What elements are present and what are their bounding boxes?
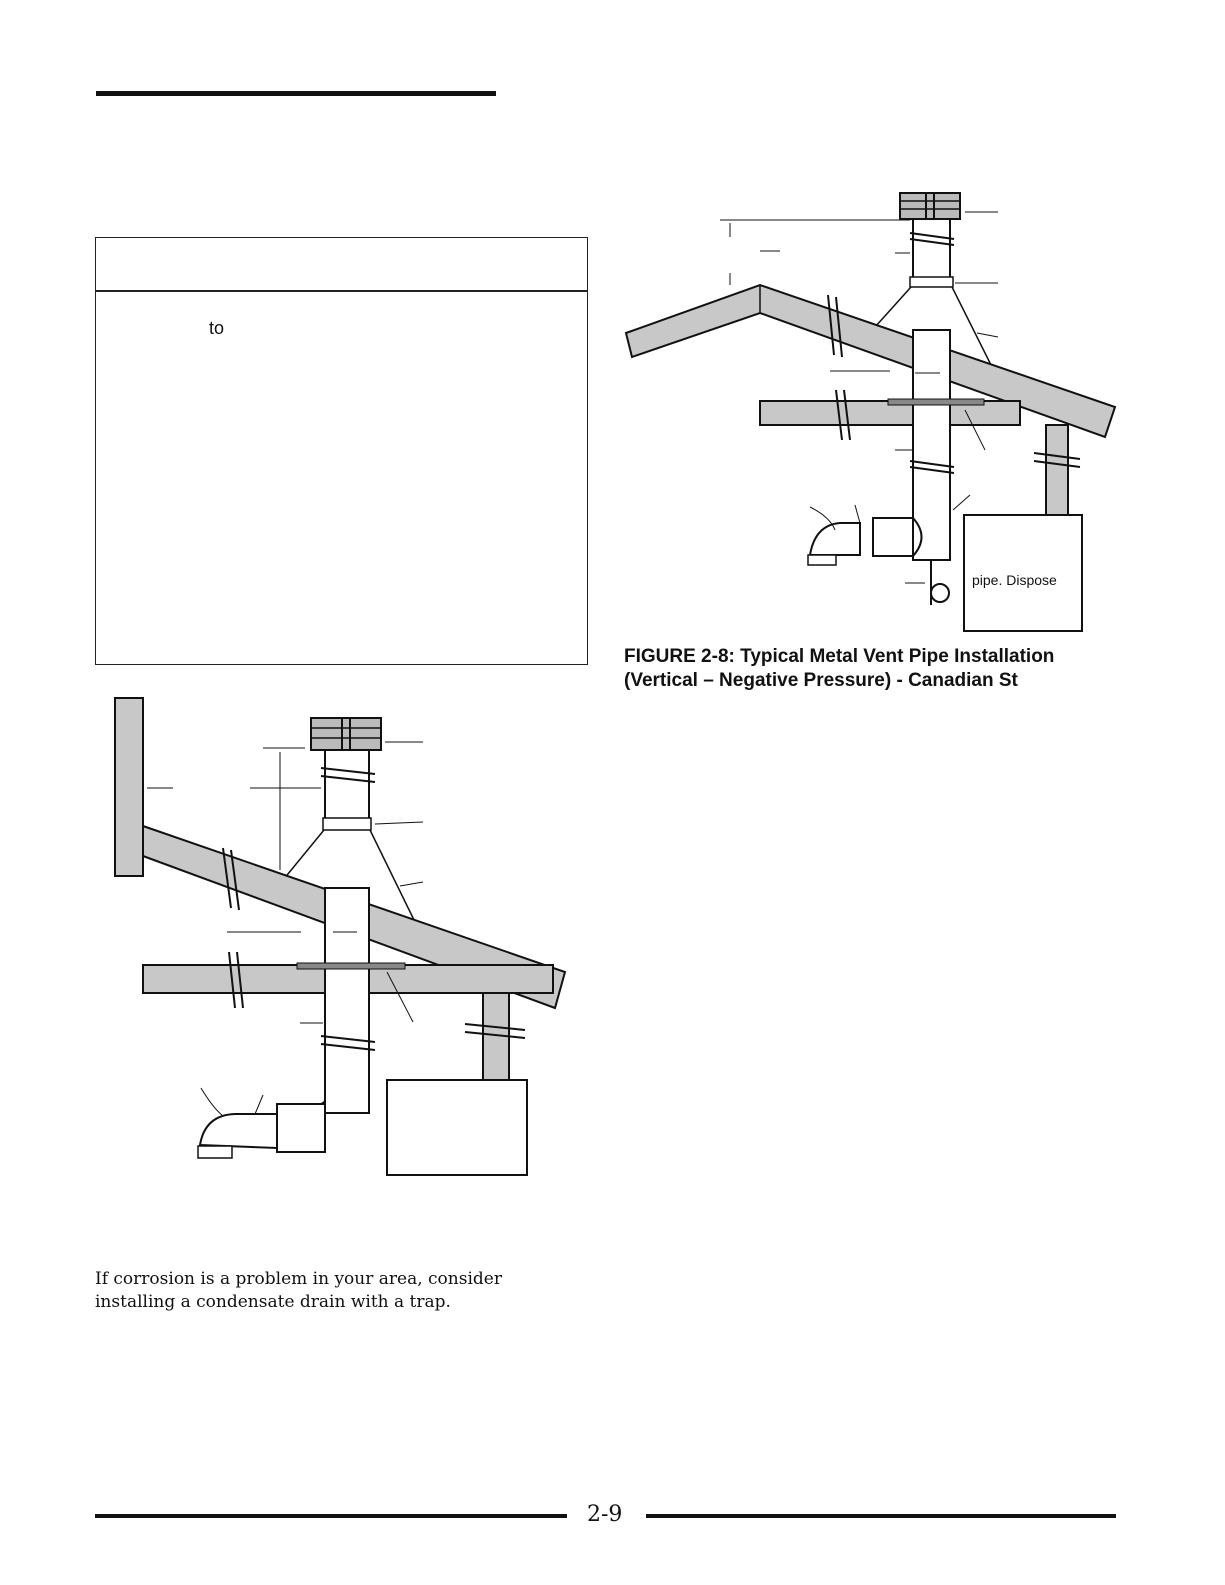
figure-caption-line1: FIGURE 2-8: Typical Metal Vent Pipe Installation: [624, 646, 1055, 667]
wall: [115, 698, 143, 876]
page-number: 2-9: [587, 1502, 623, 1527]
vent-diagram-us: [105, 690, 585, 1190]
figure-caption-line2: (Vertical – Negative Pressure) - Canadian St: [624, 670, 1018, 691]
vent-cap: [900, 193, 960, 219]
corrosion-note-line2: installing a condensate drain with a trap.: [95, 1292, 451, 1312]
header-rule: [96, 91, 496, 96]
vent-cap: [311, 718, 381, 750]
footer-rule-left: [95, 1514, 567, 1518]
notice-box: [95, 237, 588, 665]
corrosion-note-line1: If corrosion is a problem in your area, consider: [95, 1269, 502, 1289]
appliance-box: [387, 1080, 527, 1175]
notice-box-header-divider: [96, 290, 587, 292]
note-box-text: pipe. Dispose: [972, 572, 1057, 588]
footer-rule-right: [646, 1514, 1116, 1518]
notice-box-fragment: to: [209, 318, 225, 338]
